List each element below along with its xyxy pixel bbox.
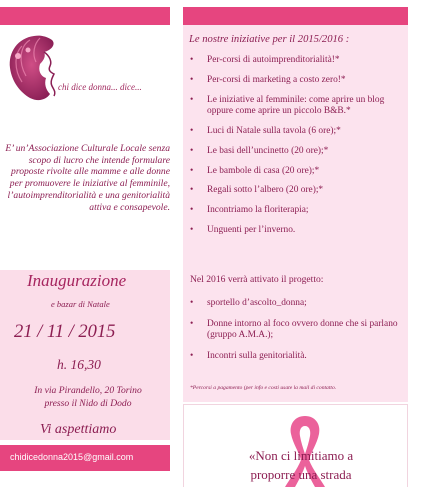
quote-line-2: proporre una strada bbox=[250, 467, 352, 482]
event-time: h. 16,30 bbox=[57, 357, 101, 372]
event-location bbox=[6, 384, 170, 410]
event-venue: presso il Nido di Dodo bbox=[44, 398, 132, 409]
initiatives-list bbox=[190, 55, 400, 245]
footnote: *Percorsi a pagamento (per info e costi usate la mail di contatto. bbox=[190, 385, 337, 391]
list-item: • Unguenti per l’inverno. bbox=[190, 225, 400, 237]
left-header-bar bbox=[0, 7, 170, 25]
list-item: • sportello d’ascolto_donna; bbox=[190, 298, 400, 310]
list-item: • Luci di Natale sulla tavola (6 ore);* bbox=[190, 126, 400, 138]
event-title: Inaugurazione bbox=[27, 271, 127, 290]
list-item: • Le basi dell’uncinetto (20 ore);* bbox=[190, 146, 400, 158]
event-date: 21 / 11 / 2015 bbox=[14, 322, 116, 342]
event-closing: Vi aspettiamo bbox=[40, 422, 117, 437]
quote-line-1: «Non ci limitiamo a bbox=[248, 448, 354, 463]
list-item: • Per-corsi di marketing a costo zero!* bbox=[190, 75, 400, 87]
woman-silhouette-logo-icon bbox=[0, 26, 170, 118]
initiatives-title: Le nostre iniziative per il 2015/2016 : bbox=[189, 34, 350, 45]
left-column bbox=[0, 0, 170, 487]
association-description: E’ un’Associazione Culturale Locale senza scopo di lucro che intende formulare proposte rivolte alle mamme e alle donne per promuovere le iniziative al femminile, l’autoimprenditorialità e una genitorialità attiva e consapevole. bbox=[5, 143, 170, 213]
quote bbox=[222, 446, 380, 484]
list-item: • Incontriamo la floriterapia; bbox=[190, 205, 400, 217]
list-item: • Regali sotto l’albero (20 ore);* bbox=[190, 185, 400, 197]
project-list bbox=[190, 298, 400, 371]
list-item: • Incontri sulla genitorialità. bbox=[190, 351, 400, 363]
project-intro: Nel 2016 verrà attivato il progetto: bbox=[190, 274, 324, 285]
event-subtitle: e bazar di Natale bbox=[51, 299, 110, 309]
list-item: • Le bambole di casa (20 ore);* bbox=[190, 166, 400, 178]
logo-name: chi dice donna... dice... bbox=[58, 82, 142, 92]
list-item: • Donne intorno al foco ovvero donne che si parlano (gruppo A.M.A.); bbox=[190, 319, 400, 342]
list-item: • Per-corsi di autoimprenditorialità!* bbox=[190, 55, 400, 67]
event-address: In via Pirandello, 20 Torino bbox=[34, 385, 142, 396]
event-box bbox=[0, 270, 170, 440]
list-item: • Le iniziative al femminile: come aprire un blog oppure come aprire un piccolo B&B.* bbox=[190, 95, 400, 118]
right-header-bar bbox=[183, 7, 408, 25]
contact-email-link[interactable]: chidicedonna2015@gmail.com bbox=[10, 452, 134, 462]
